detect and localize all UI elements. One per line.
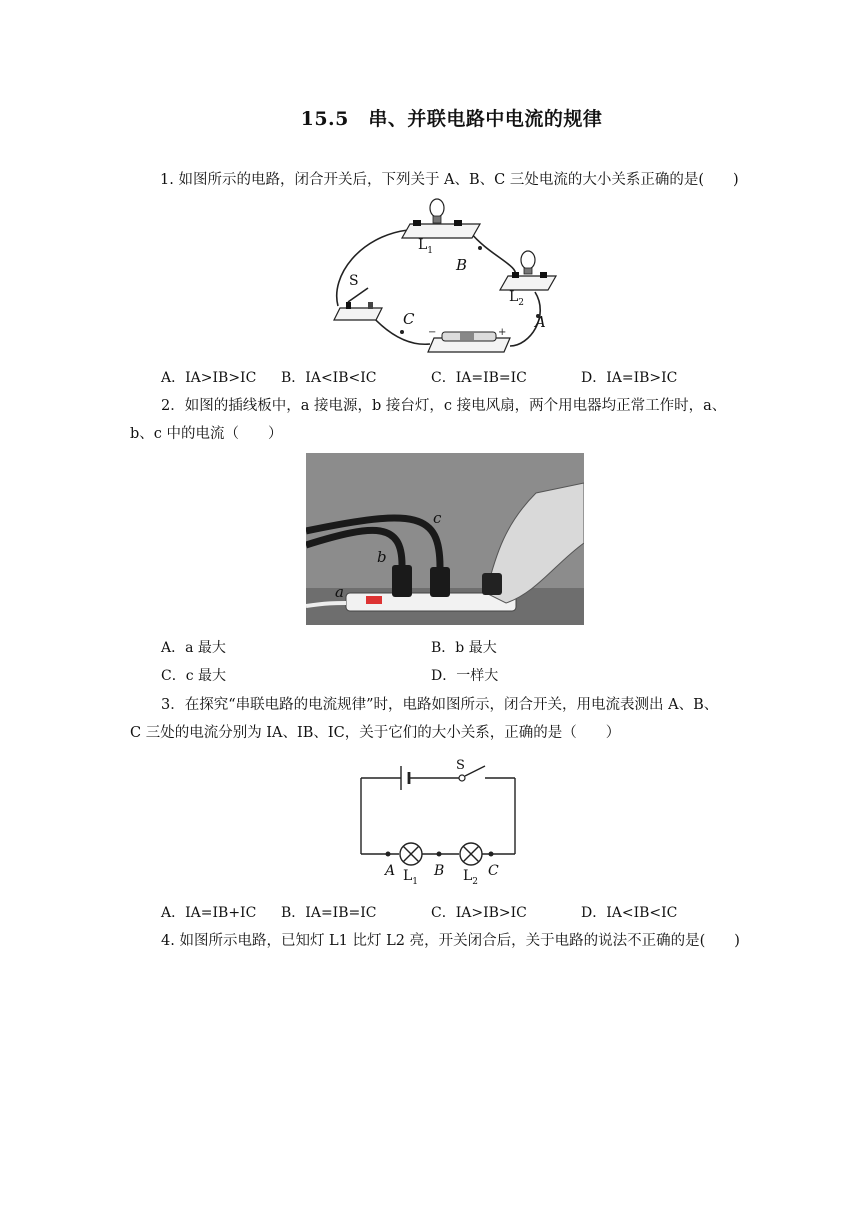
power-strip-illustration: [306, 453, 584, 625]
q3-option-c: C．IA>IB>IC: [431, 905, 527, 921]
question-4-stem: 4. 如图所示电路，已知灯 L1 比灯 L2 亮，开关闭合后，关于电路的说法不正确的是( ): [161, 933, 740, 949]
q1-label-l2: $L_2$: [509, 289, 525, 308]
q1-label-l1: $L_1$: [418, 237, 434, 256]
q1-option-b: B．IA<IB<IC: [281, 370, 377, 386]
question-1-stem: 1. 如图所示的电路，闭合开关后，下列关于 A、B、C 三处电流的大小关系正确的是( ): [160, 172, 739, 188]
photo-label-a: a: [335, 583, 344, 601]
power-strip-photo: [306, 453, 584, 625]
q3-option-d: D．IA<IB<IC: [581, 905, 678, 921]
question-1-circuit-figure: [330, 196, 570, 358]
photo-label-b: b: [377, 548, 387, 566]
q1-option-c: C．IA=IB=IC: [431, 370, 527, 386]
q2-option-d: D．一样大: [431, 668, 499, 684]
q3-label-l2: $L_2$: [463, 868, 479, 887]
q3-option-a: A．IA=IB+IC: [161, 905, 257, 921]
q2-option-c: C．c 最大: [161, 668, 227, 684]
q3-label-l1: $L_1$: [403, 868, 419, 887]
q2-option-b: B．b 最大: [431, 640, 497, 656]
q3-label-c: C: [488, 863, 499, 879]
q1-label-s: S: [349, 273, 359, 289]
q3-label-s: S: [456, 758, 465, 773]
q1-label-c: C: [403, 310, 415, 328]
svg-text:+: +: [498, 327, 507, 338]
question-3-stem-line2: C 三处的电流分别为 IA、IB、IC，关于它们的大小关系，正确的是（ ）: [130, 725, 621, 741]
q1-label-a: A: [535, 313, 546, 331]
page-title: 15.5 串、并联电路中电流的规律: [300, 108, 603, 130]
q3-label-b: B: [434, 863, 445, 879]
q3-option-b: B．IA=IB=IC: [281, 905, 377, 921]
question-2-stem-line1: 2．如图的插线板中，a 接电源，b 接台灯，c 接电风扇，两个用电器均正常工作时，a、: [161, 398, 727, 414]
q1-label-b: B: [456, 256, 468, 274]
photo-label-c: c: [433, 509, 442, 527]
q3-label-a: A: [385, 863, 396, 879]
question-2-stem-line2: b、c 中的电流（ ）: [130, 426, 283, 442]
question-3-stem-line1: 3．在探究“串联电路的电流规律”时，电路如图所示，闭合开关，用电流表测出 A、B、: [161, 697, 719, 713]
svg-text:−: −: [428, 327, 437, 338]
q2-option-a: A．a 最大: [161, 640, 226, 656]
q1-option-d: D．IA=IB>IC: [581, 370, 678, 386]
q1-option-a: A．IA>IB>IC: [161, 370, 257, 386]
